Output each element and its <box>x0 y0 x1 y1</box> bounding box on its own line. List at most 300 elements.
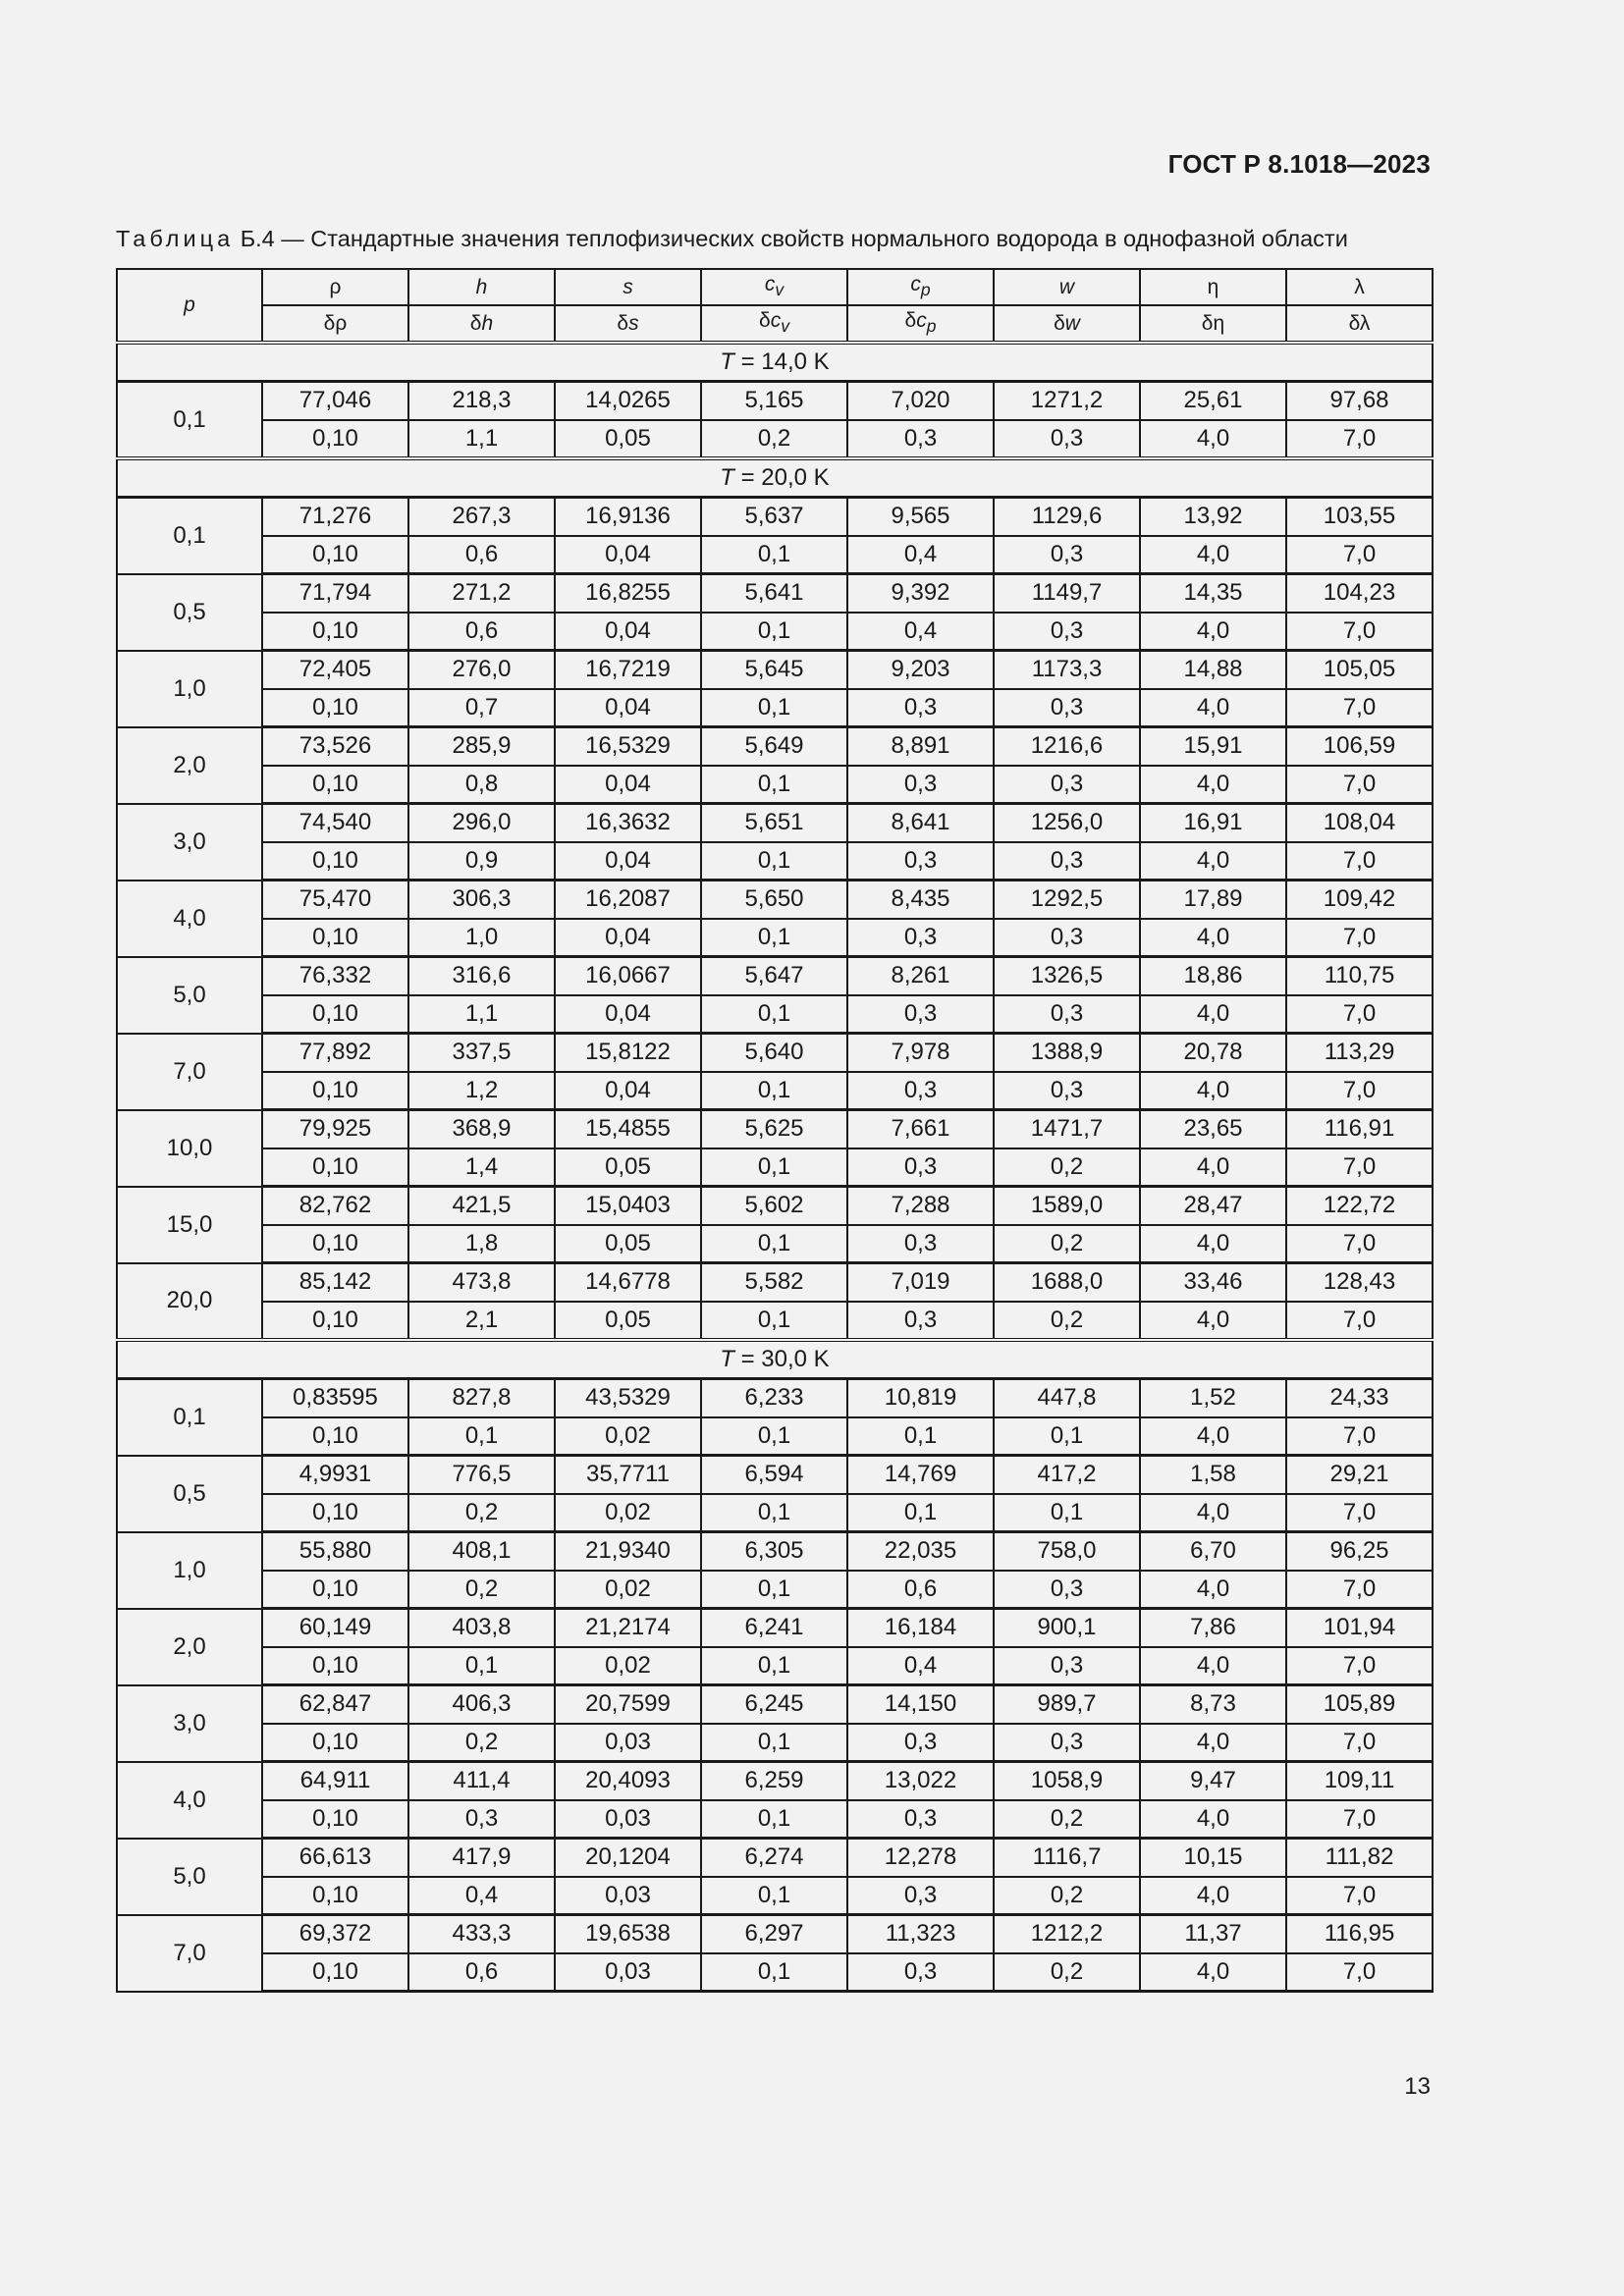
uncertainty-cell: 0,10 <box>262 1148 408 1187</box>
temperature-section-row <box>117 343 1433 382</box>
pressure-cell: 3,0 <box>117 804 262 881</box>
value-cell: 75,470 <box>262 881 408 919</box>
uncertainty-cell: 0,03 <box>555 1877 701 1915</box>
table-row <box>117 957 1433 995</box>
uncertainty-cell: 0,10 <box>262 1302 408 1341</box>
uncertainty-cell: 4,0 <box>1140 420 1286 459</box>
value-cell: 96,25 <box>1286 1532 1433 1571</box>
uncertainty-cell: 0,3 <box>994 919 1140 957</box>
value-cell: 7,288 <box>847 1187 994 1225</box>
uncertainty-cell: 0,3 <box>847 842 994 881</box>
uncertainty-cell: 0,1 <box>701 536 847 574</box>
value-cell: 122,72 <box>1286 1187 1433 1225</box>
value-cell: 7,019 <box>847 1263 994 1302</box>
value-cell: 10,15 <box>1140 1839 1286 1877</box>
uncertainty-row <box>117 1953 1433 1992</box>
value-cell: 5,640 <box>701 1034 847 1072</box>
uncertainty-cell: 0,1 <box>408 1647 555 1685</box>
uncertainty-cell: 0,3 <box>994 613 1140 651</box>
value-cell: 6,305 <box>701 1532 847 1571</box>
uncertainty-cell: 7,0 <box>1286 995 1433 1034</box>
pressure-cell: 0,1 <box>117 498 262 574</box>
uncertainty-cell: 0,7 <box>408 689 555 727</box>
value-cell: 10,819 <box>847 1379 994 1417</box>
column-symbol: $\delta c_v$ <box>759 308 789 337</box>
value-cell: 60,149 <box>262 1609 408 1647</box>
pressure-cell: 5,0 <box>117 1839 262 1915</box>
uncertainty-cell: 0,1 <box>701 1953 847 1992</box>
uncertainty-row <box>117 1148 1433 1187</box>
pressure-cell: 4,0 <box>117 881 262 957</box>
value-cell: 1216,6 <box>994 727 1140 766</box>
p-header: p <box>117 269 262 343</box>
uncertainty-cell: 0,04 <box>555 689 701 727</box>
uncertainty-row <box>117 689 1433 727</box>
value-cell: 417,2 <box>994 1456 1140 1494</box>
uncertainty-cell: 2,1 <box>408 1302 555 1341</box>
value-cell: 35,7711 <box>555 1456 701 1494</box>
uncertainty-row <box>117 1724 1433 1762</box>
value-cell: 113,29 <box>1286 1034 1433 1072</box>
value-cell: 447,8 <box>994 1379 1140 1417</box>
uncertainty-cell: 7,0 <box>1286 420 1433 459</box>
value-cell: 5,647 <box>701 957 847 995</box>
value-cell: 116,91 <box>1286 1110 1433 1148</box>
value-cell: 5,165 <box>701 382 847 420</box>
caption-number: Б.4 <box>240 226 275 251</box>
value-cell: 79,925 <box>262 1110 408 1148</box>
uncertainty-cell: 0,3 <box>847 1148 994 1187</box>
temperature-label: T = 20,0 K <box>117 458 1433 498</box>
value-cell: 421,5 <box>408 1187 555 1225</box>
value-cell: 106,59 <box>1286 727 1433 766</box>
uncertainty-row <box>117 420 1433 459</box>
uncertainty-cell: 0,2 <box>701 420 847 459</box>
value-cell: 82,762 <box>262 1187 408 1225</box>
uncertainty-cell: 7,0 <box>1286 1417 1433 1456</box>
uncertainty-cell: 0,3 <box>847 1225 994 1263</box>
value-cell: 267,3 <box>408 498 555 536</box>
table-row <box>117 1034 1433 1072</box>
value-cell: 55,880 <box>262 1532 408 1571</box>
value-cell: 7,86 <box>1140 1609 1286 1647</box>
uncertainty-header <box>262 305 408 343</box>
uncertainty-cell: 0,4 <box>408 1877 555 1915</box>
value-cell: 403,8 <box>408 1609 555 1647</box>
value-cell: 285,9 <box>408 727 555 766</box>
value-cell: 11,37 <box>1140 1915 1286 1953</box>
value-cell: 776,5 <box>408 1456 555 1494</box>
uncertainty-row <box>117 613 1433 651</box>
column-symbol: δλ <box>1348 311 1371 335</box>
table-row <box>117 382 1433 420</box>
pressure-cell: 1,0 <box>117 1532 262 1609</box>
uncertainty-cell: 0,03 <box>555 1724 701 1762</box>
pressure-cell: 7,0 <box>117 1915 262 1992</box>
uncertainty-cell: 0,3 <box>847 995 994 1034</box>
uncertainty-cell: 0,10 <box>262 766 408 804</box>
value-cell: 5,602 <box>701 1187 847 1225</box>
value-cell: 20,78 <box>1140 1034 1286 1072</box>
value-cell: 104,23 <box>1286 574 1433 613</box>
table-row <box>117 1762 1433 1800</box>
uncertainty-cell: 0,1 <box>701 1877 847 1915</box>
uncertainty-row <box>117 995 1433 1034</box>
value-cell: 110,75 <box>1286 957 1433 995</box>
uncertainty-cell: 0,04 <box>555 536 701 574</box>
value-cell: 109,42 <box>1286 881 1433 919</box>
uncertainty-cell: 0,1 <box>701 1225 847 1263</box>
uncertainty-cell: 0,3 <box>994 1072 1140 1110</box>
uncertainty-cell: 1,1 <box>408 420 555 459</box>
value-cell: 33,46 <box>1140 1263 1286 1302</box>
value-cell: 15,0403 <box>555 1187 701 1225</box>
uncertainty-cell: 7,0 <box>1286 842 1433 881</box>
uncertainty-row <box>117 1494 1433 1532</box>
value-cell: 8,73 <box>1140 1685 1286 1724</box>
value-cell: 9,203 <box>847 651 994 689</box>
uncertainty-cell: 0,10 <box>262 842 408 881</box>
uncertainty-cell: 0,10 <box>262 919 408 957</box>
uncertainty-cell: 0,10 <box>262 1571 408 1609</box>
value-cell: 71,276 <box>262 498 408 536</box>
value-cell: 19,6538 <box>555 1915 701 1953</box>
value-cell: 16,5329 <box>555 727 701 766</box>
value-cell: 74,540 <box>262 804 408 842</box>
pressure-cell: 5,0 <box>117 957 262 1034</box>
column-symbol: $c_p$ <box>910 272 931 300</box>
uncertainty-cell: 7,0 <box>1286 1953 1433 1992</box>
value-cell: 69,372 <box>262 1915 408 1953</box>
uncertainty-cell: 0,10 <box>262 536 408 574</box>
uncertainty-cell: 0,10 <box>262 1647 408 1685</box>
pressure-cell: 4,0 <box>117 1762 262 1839</box>
pressure-cell: 15,0 <box>117 1187 262 1263</box>
uncertainty-cell: 0,2 <box>408 1724 555 1762</box>
value-cell: 108,04 <box>1286 804 1433 842</box>
uncertainty-cell: 0,4 <box>847 536 994 574</box>
column-header <box>1286 269 1433 305</box>
uncertainty-cell: 0,02 <box>555 1494 701 1532</box>
uncertainty-cell: 0,1 <box>701 1417 847 1456</box>
uncertainty-cell: 0,1 <box>994 1494 1140 1532</box>
uncertainty-cell: 0,04 <box>555 919 701 957</box>
uncertainty-cell: 0,3 <box>994 536 1140 574</box>
table-row <box>117 651 1433 689</box>
uncertainty-cell: 7,0 <box>1286 613 1433 651</box>
uncertainty-cell: 0,2 <box>994 1877 1140 1915</box>
uncertainty-cell: 4,0 <box>1140 919 1286 957</box>
value-cell: 20,4093 <box>555 1762 701 1800</box>
uncertainty-cell: 0,6 <box>408 536 555 574</box>
uncertainty-cell: 0,2 <box>408 1571 555 1609</box>
uncertainty-cell: 4,0 <box>1140 995 1286 1034</box>
value-cell: 103,55 <box>1286 498 1433 536</box>
table-row <box>117 1685 1433 1724</box>
uncertainty-cell: 0,1 <box>701 1571 847 1609</box>
uncertainty-cell: 0,1 <box>701 766 847 804</box>
uncertainty-cell: 4,0 <box>1140 689 1286 727</box>
pressure-cell: 7,0 <box>117 1034 262 1110</box>
uncertainty-cell: 0,2 <box>994 1148 1140 1187</box>
value-cell: 20,1204 <box>555 1839 701 1877</box>
value-cell: 7,661 <box>847 1110 994 1148</box>
value-cell: 8,261 <box>847 957 994 995</box>
page-number: 13 <box>1404 2073 1431 2100</box>
table-row <box>117 1456 1433 1494</box>
uncertainty-cell: 7,0 <box>1286 1494 1433 1532</box>
uncertainty-cell: 0,04 <box>555 1072 701 1110</box>
uncertainty-cell: 0,1 <box>701 1494 847 1532</box>
value-cell: 13,92 <box>1140 498 1286 536</box>
uncertainty-cell: 4,0 <box>1140 766 1286 804</box>
value-cell: 0,83595 <box>262 1379 408 1417</box>
uncertainty-cell: 0,3 <box>847 689 994 727</box>
value-cell: 66,613 <box>262 1839 408 1877</box>
uncertainty-cell: 0,3 <box>994 1571 1140 1609</box>
value-cell: 101,94 <box>1286 1609 1433 1647</box>
table-row <box>117 1263 1433 1302</box>
value-cell: 14,6778 <box>555 1263 701 1302</box>
pressure-cell: 20,0 <box>117 1263 262 1341</box>
uncertainty-cell: 7,0 <box>1286 536 1433 574</box>
uncertainty-cell: 0,1 <box>847 1417 994 1456</box>
uncertainty-cell: 0,9 <box>408 842 555 881</box>
column-header <box>1140 269 1286 305</box>
value-cell: 109,11 <box>1286 1762 1433 1800</box>
uncertainty-cell: 7,0 <box>1286 689 1433 727</box>
uncertainty-cell: 4,0 <box>1140 1800 1286 1839</box>
uncertainty-cell: 0,1 <box>701 1072 847 1110</box>
value-cell: 406,3 <box>408 1685 555 1724</box>
value-cell: 6,297 <box>701 1915 847 1953</box>
value-cell: 433,3 <box>408 1915 555 1953</box>
value-cell: 6,241 <box>701 1609 847 1647</box>
uncertainty-cell: 7,0 <box>1286 1877 1433 1915</box>
uncertainty-cell: 4,0 <box>1140 1953 1286 1992</box>
value-cell: 1129,6 <box>994 498 1140 536</box>
value-cell: 76,332 <box>262 957 408 995</box>
table-row <box>117 1839 1433 1877</box>
column-header <box>994 269 1140 305</box>
uncertainty-cell: 0,1 <box>701 689 847 727</box>
column-header <box>262 269 408 305</box>
uncertainty-cell: 0,6 <box>847 1571 994 1609</box>
uncertainty-cell: 0,3 <box>994 842 1140 881</box>
table-caption <box>116 226 1432 252</box>
uncertainty-cell: 0,1 <box>701 1647 847 1685</box>
uncertainty-row <box>117 1647 1433 1685</box>
uncertainty-cell: 4,0 <box>1140 1877 1286 1915</box>
value-cell: 14,35 <box>1140 574 1286 613</box>
value-cell: 1173,3 <box>994 651 1140 689</box>
uncertainty-cell: 0,10 <box>262 1953 408 1992</box>
uncertainty-row <box>117 1571 1433 1609</box>
value-cell: 827,8 <box>408 1379 555 1417</box>
value-cell: 105,05 <box>1286 651 1433 689</box>
uncertainty-cell: 7,0 <box>1286 1148 1433 1187</box>
uncertainty-cell: 1,2 <box>408 1072 555 1110</box>
value-cell: 5,625 <box>701 1110 847 1148</box>
uncertainty-cell: 0,6 <box>408 1953 555 1992</box>
value-cell: 97,68 <box>1286 382 1433 420</box>
value-cell: 6,594 <box>701 1456 847 1494</box>
uncertainty-cell: 0,10 <box>262 613 408 651</box>
value-cell: 15,4855 <box>555 1110 701 1148</box>
table-row <box>117 574 1433 613</box>
uncertainty-cell: 0,10 <box>262 995 408 1034</box>
uncertainty-cell: 7,0 <box>1286 1302 1433 1341</box>
uncertainty-cell: 0,2 <box>408 1494 555 1532</box>
value-cell: 22,035 <box>847 1532 994 1571</box>
value-cell: 17,89 <box>1140 881 1286 919</box>
uncertainty-row <box>117 536 1433 574</box>
uncertainty-row <box>117 1302 1433 1341</box>
uncertainty-cell: 0,10 <box>262 1072 408 1110</box>
value-cell: 16,91 <box>1140 804 1286 842</box>
value-cell: 12,278 <box>847 1839 994 1877</box>
pressure-cell: 0,5 <box>117 574 262 651</box>
table-row <box>117 1187 1433 1225</box>
uncertainty-cell: 0,04 <box>555 613 701 651</box>
uncertainty-cell: 0,02 <box>555 1417 701 1456</box>
uncertainty-cell: 4,0 <box>1140 1494 1286 1532</box>
value-cell: 13,022 <box>847 1762 994 1800</box>
value-cell: 1388,9 <box>994 1034 1140 1072</box>
uncertainty-row <box>117 919 1433 957</box>
value-cell: 16,7219 <box>555 651 701 689</box>
uncertainty-cell: 0,3 <box>847 919 994 957</box>
uncertainty-cell: 1,8 <box>408 1225 555 1263</box>
uncertainty-cell: 0,10 <box>262 1225 408 1263</box>
uncertainty-cell: 0,1 <box>701 1800 847 1839</box>
uncertainty-cell: 0,3 <box>994 689 1140 727</box>
uncertainty-cell: 4,0 <box>1140 1647 1286 1685</box>
uncertainty-cell: 0,10 <box>262 1877 408 1915</box>
uncertainty-cell: 0,3 <box>847 766 994 804</box>
uncertainty-cell: 0,6 <box>408 613 555 651</box>
properties-table-wrapper <box>116 268 1434 1993</box>
value-cell: 73,526 <box>262 727 408 766</box>
value-cell: 9,565 <box>847 498 994 536</box>
value-cell: 77,046 <box>262 382 408 420</box>
column-symbol: s <box>623 275 633 298</box>
uncertainty-cell: 4,0 <box>1140 536 1286 574</box>
value-cell: 989,7 <box>994 1685 1140 1724</box>
column-symbol: ρ <box>329 275 342 298</box>
uncertainty-cell: 1,4 <box>408 1148 555 1187</box>
uncertainty-cell: 0,10 <box>262 1417 408 1456</box>
uncertainty-cell: 0,1 <box>701 1302 847 1341</box>
uncertainty-cell: 0,4 <box>847 1647 994 1685</box>
table-row <box>117 727 1433 766</box>
uncertainty-cell: 0,3 <box>994 766 1140 804</box>
caption-text: — Стандартные значения теплофизических свойств нормального водорода в однофазной области <box>281 226 1348 251</box>
temperature-label: T = 30,0 K <box>117 1340 1433 1379</box>
uncertainty-cell: 0,3 <box>994 420 1140 459</box>
uncertainty-row <box>117 1800 1433 1839</box>
value-cell: 6,245 <box>701 1685 847 1724</box>
uncertainty-cell: 0,04 <box>555 766 701 804</box>
uncertainty-cell: 0,2 <box>994 1302 1140 1341</box>
uncertainty-cell: 0,1 <box>701 613 847 651</box>
uncertainty-cell: 0,3 <box>408 1800 555 1839</box>
uncertainty-cell: 0,3 <box>847 1302 994 1341</box>
uncertainty-header <box>1286 305 1433 343</box>
uncertainty-header <box>701 305 847 343</box>
uncertainty-cell: 7,0 <box>1286 1800 1433 1839</box>
value-cell: 15,91 <box>1140 727 1286 766</box>
value-cell: 18,86 <box>1140 957 1286 995</box>
uncertainty-row <box>117 1072 1433 1110</box>
value-cell: 21,9340 <box>555 1532 701 1571</box>
pressure-cell: 2,0 <box>117 727 262 804</box>
pressure-cell: 0,1 <box>117 382 262 459</box>
uncertainty-header <box>994 305 1140 343</box>
uncertainty-cell: 4,0 <box>1140 1072 1286 1110</box>
header-row-uncertainty <box>117 305 1433 343</box>
uncertainty-cell: 0,10 <box>262 1724 408 1762</box>
uncertainty-cell: 7,0 <box>1286 1571 1433 1609</box>
column-symbol: η <box>1207 275 1219 298</box>
value-cell: 8,435 <box>847 881 994 919</box>
value-cell: 16,0667 <box>555 957 701 995</box>
uncertainty-cell: 0,1 <box>701 1724 847 1762</box>
column-header <box>408 269 555 305</box>
value-cell: 276,0 <box>408 651 555 689</box>
uncertainty-cell: 0,3 <box>847 1953 994 1992</box>
uncertainty-cell: 0,10 <box>262 689 408 727</box>
value-cell: 4,9931 <box>262 1456 408 1494</box>
document-id: ГОСТ Р 8.1018—2023 <box>1167 149 1431 179</box>
value-cell: 62,847 <box>262 1685 408 1724</box>
value-cell: 8,641 <box>847 804 994 842</box>
uncertainty-cell: 0,1 <box>847 1494 994 1532</box>
value-cell: 417,9 <box>408 1839 555 1877</box>
uncertainty-cell: 0,02 <box>555 1647 701 1685</box>
uncertainty-cell: 4,0 <box>1140 1724 1286 1762</box>
uncertainty-cell: 0,3 <box>847 420 994 459</box>
uncertainty-cell: 0,1 <box>701 995 847 1034</box>
column-symbol: $c_v$ <box>764 272 785 300</box>
uncertainty-row <box>117 1417 1433 1456</box>
uncertainty-cell: 0,3 <box>994 1724 1140 1762</box>
value-cell: 306,3 <box>408 881 555 919</box>
uncertainty-row <box>117 1225 1433 1263</box>
uncertainty-cell: 0,1 <box>701 842 847 881</box>
uncertainty-cell: 0,05 <box>555 1302 701 1341</box>
value-cell: 900,1 <box>994 1609 1140 1647</box>
uncertainty-cell: 0,3 <box>847 1877 994 1915</box>
column-symbol: δρ <box>323 311 348 335</box>
uncertainty-cell: 0,10 <box>262 420 408 459</box>
column-header <box>847 269 994 305</box>
table-row <box>117 1609 1433 1647</box>
value-cell: 16,8255 <box>555 574 701 613</box>
value-cell: 43,5329 <box>555 1379 701 1417</box>
value-cell: 116,95 <box>1286 1915 1433 1953</box>
uncertainty-cell: 0,4 <box>847 613 994 651</box>
value-cell: 11,323 <box>847 1915 994 1953</box>
value-cell: 15,8122 <box>555 1034 701 1072</box>
value-cell: 8,891 <box>847 727 994 766</box>
value-cell: 24,33 <box>1286 1379 1433 1417</box>
table-row <box>117 804 1433 842</box>
value-cell: 368,9 <box>408 1110 555 1148</box>
value-cell: 111,82 <box>1286 1839 1433 1877</box>
value-cell: 1471,7 <box>994 1110 1140 1148</box>
uncertainty-cell: 0,02 <box>555 1571 701 1609</box>
